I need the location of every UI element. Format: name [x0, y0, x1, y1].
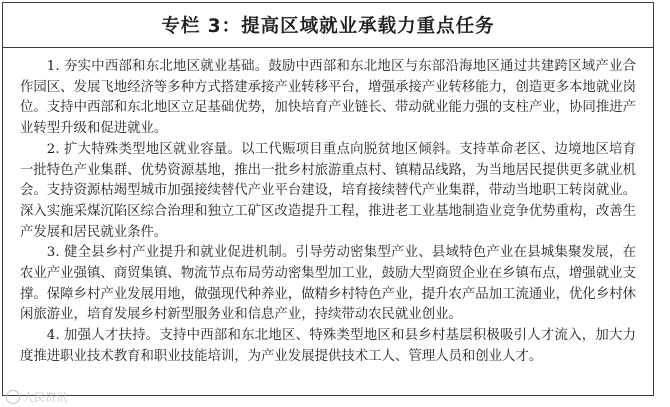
- title-bar: [3, 3, 653, 48]
- watermark: [6, 389, 67, 405]
- logo-icon: [6, 390, 20, 404]
- task-paragraph-4: 4. 加强人才扶持。支持中西部和东北地区、特殊类型地区和县乡村基层积极吸引人才流入，加大力度推进职业技术教育和职业技能培训，为产业发展提供技术工人、管理人员和创业人才。: [20, 328, 636, 364]
- feature-box: [2, 2, 654, 396]
- watermark-text: 人民资讯: [23, 391, 67, 404]
- box-title: 专栏 3：提高区域就业承载力重点任务: [161, 16, 495, 37]
- task-paragraph-1: 1. 夯实中西部和东北地区就业基础。鼓励中西部和东北地区与东部沿海地区通过共建跨区域产业合作园区、发展飞地经济等多种方式搭建承接产业转移平台，增强承接产业转移能力，创造更多本地就业岗位。支持中西部和东北地区立足基础优势，加快培育产业链长、带动就业能力强的支柱产业，协同推进产业转型升级和促进就业。: [20, 59, 636, 137]
- task-paragraph-2: 2. 扩大特殊类型地区就业容量。以工代赈项目重点向脱贫地区倾斜。支持革命老区、边境地区培育一批特色产业集群、优势资源基地，推出一批乡村旅游重点村、镇精品线路，为当地居民提供更多就业机会。支持资源枯竭型城市加强接续替代产业平台建设，培育接续替代产业集群，带动当地职工转岗就业。深入实施采煤沉陷区综合治理和独立工矿区改造提升工程，推进老工业基地制造业竞争优势重构，改善生产发展和居民就业条件。: [20, 141, 636, 240]
- box-content: [3, 48, 653, 368]
- task-paragraph-3: 3. 健全县乡村产业提升和就业促进机制。引导劳动密集型产业、县域特色产业在县城集聚发展，在农业产业强镇、商贸集镇、物流节点布局劳动密集型加工业，鼓励大型商贸企业在乡镇布点，增强就业支撑。保障乡村产业发展用地，做强现代种养业，做精乡村特色产业，提升农产品加工流通业，优化乡村休闲旅游业，培育发展乡村新型服务业和信息产业，持续带动农民就业创业。: [20, 245, 636, 323]
